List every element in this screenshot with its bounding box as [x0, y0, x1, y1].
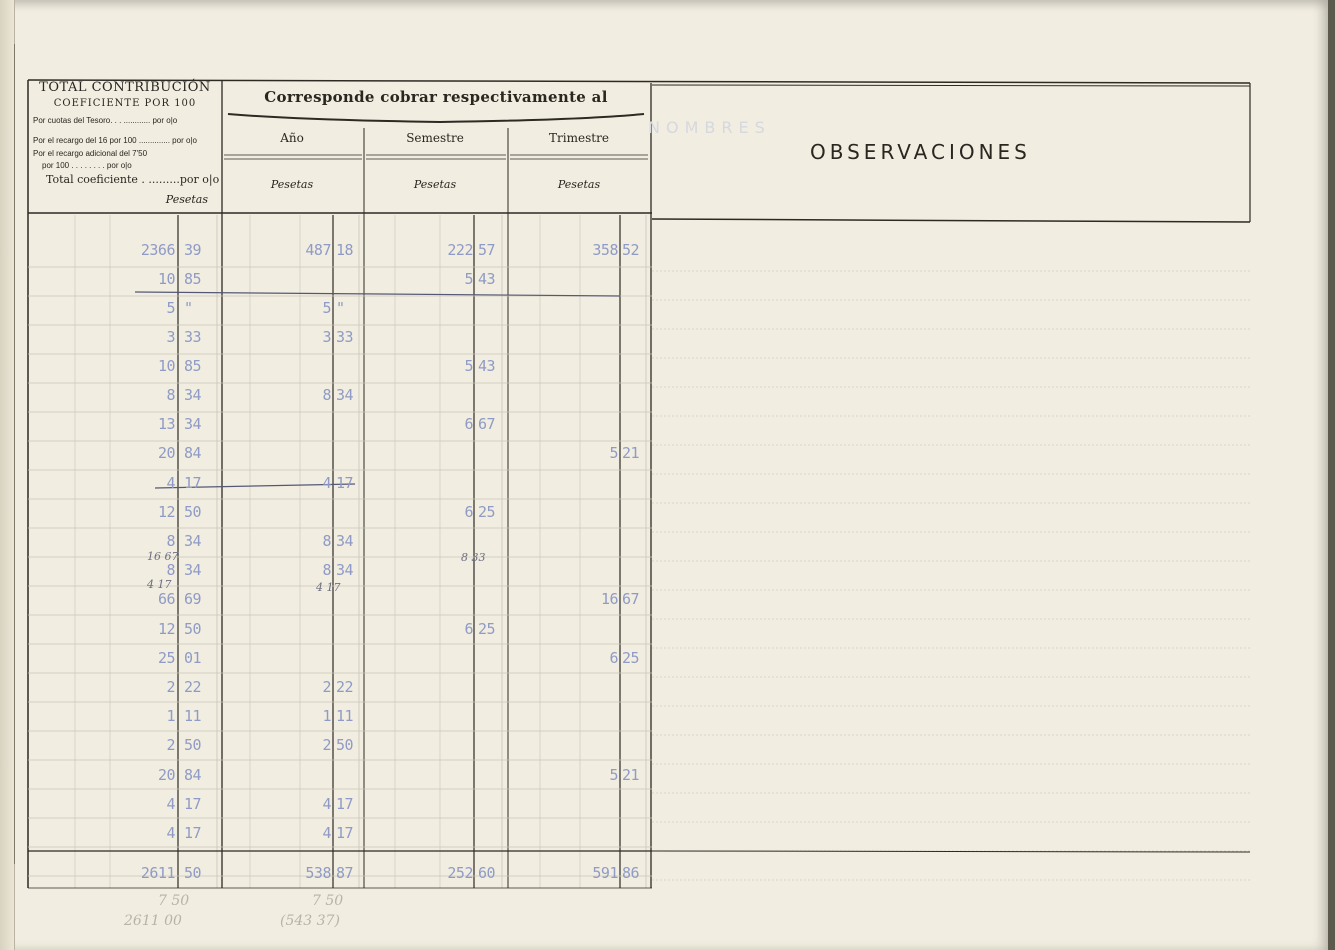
totals-total-centimos: 50 [184, 864, 202, 882]
semestre-pesetas-cell: 6 [464, 503, 473, 521]
total-centimos-cell: 11 [184, 707, 202, 725]
total-centimos-cell: 84 [184, 444, 202, 462]
total-pesetas-cell: 3 [166, 328, 175, 346]
total-pesetas-cell: 2366 [140, 241, 175, 259]
total-centimos-cell: 50 [184, 620, 202, 638]
ano-centimos-cell: " [336, 299, 345, 317]
total-centimos-cell: 01 [184, 649, 202, 667]
total-pesetas-label: Pesetas [165, 193, 208, 206]
semestre-pesetas-cell: 222 [447, 241, 473, 259]
total-pesetas-cell: 5 [166, 299, 175, 317]
total-centimos-cell: 85 [184, 357, 202, 375]
total-pesetas-cell: 1 [166, 707, 175, 725]
totals-ano-pesetas: 538 [305, 864, 331, 882]
total-pesetas-cell: 4 [166, 474, 175, 492]
trimestre-pesetas-cell: 5 [609, 444, 618, 462]
totals-total-pesetas: 2611 [140, 864, 175, 882]
handwritten-note: 4 17 [147, 578, 172, 591]
total-centimos-cell: 17 [184, 824, 202, 842]
ano-pesetas-cell: 4 [322, 824, 331, 842]
total-pesetas-cell: 20 [157, 766, 175, 784]
observaciones-heading: OBSERVACIONES [810, 140, 1031, 164]
show-through-text: NOMBRES [648, 118, 771, 137]
ano-pesetas-cell: 8 [322, 386, 331, 404]
strike-line [135, 292, 620, 296]
semestre-pesetas-cell: 5 [464, 270, 473, 288]
total-centimos-cell: 22 [184, 678, 202, 696]
total-centimos-cell: 84 [184, 766, 202, 784]
ano-pesetas-cell: 8 [322, 532, 331, 550]
total-centimos-cell: 69 [184, 590, 202, 608]
trimestre-centimos-cell: 21 [622, 766, 640, 784]
total-centimos-cell: 50 [184, 736, 202, 754]
trimestre-pesetas-cell: 6 [609, 649, 618, 667]
semestre-pesetas-cell: 6 [464, 620, 473, 638]
handwritten-note: 4 17 [316, 581, 341, 594]
trimestre-centimos-cell: 67 [622, 590, 640, 608]
total-centimos-cell: 39 [184, 241, 202, 259]
ano-pesetas-cell: 3 [322, 328, 331, 346]
totals-trimestre-pesetas: 591 [592, 864, 618, 882]
total-pesetas-cell: 8 [166, 532, 175, 550]
semestre-centimos-cell: 67 [478, 415, 496, 433]
total-contribucion-heading: TOTAL CONTRIBUCIÓN [39, 80, 211, 95]
pencil-note: 2611 00 [124, 913, 182, 929]
total-centimos-cell: 17 [184, 474, 202, 492]
coeficiente-heading: COEFICIENTE POR 100 [53, 98, 197, 109]
col-ano-heading: Año [280, 131, 304, 145]
totals-semestre-centimos: 60 [478, 864, 496, 882]
totals-trimestre-centimos: 86 [622, 864, 640, 882]
frame-top-rule [652, 85, 1250, 86]
ano-centimos-cell: 11 [336, 707, 354, 725]
trimestre-centimos-cell: 21 [622, 444, 640, 462]
line-recargo-adicional: Por el recargo adicional del 7'50 [33, 149, 148, 158]
ano-centimos-cell: 22 [336, 678, 354, 696]
total-centimos-cell: 34 [184, 561, 202, 579]
col-semestre-heading: Semestre [406, 131, 464, 145]
trimestre-centimos-cell: 25 [622, 649, 640, 667]
ano-centimos-cell: 34 [336, 532, 354, 550]
total-pesetas-cell: 13 [157, 415, 175, 433]
semestre-centimos-cell: 25 [478, 620, 496, 638]
total-pesetas-cell: 66 [157, 590, 175, 608]
col-trimestre-heading: Trimestre [549, 131, 609, 145]
total-pesetas-cell: 4 [166, 824, 175, 842]
semestre-pesetas-cell: 5 [464, 357, 473, 375]
total-pesetas-cell: 25 [157, 649, 175, 667]
totals-ano-centimos: 87 [336, 864, 354, 882]
line-cuotas-tesoro: Por cuotas del Tesoro. . . ............ por o|o [33, 116, 178, 125]
total-centimos-cell: 34 [184, 415, 202, 433]
total-pesetas-cell: 4 [166, 795, 175, 813]
total-pesetas-cell: 12 [157, 503, 175, 521]
semestre-centimos-cell: 25 [478, 503, 496, 521]
total-centimos-cell: 85 [184, 270, 202, 288]
ano-pesetas-cell: 4 [322, 795, 331, 813]
pencil-note: (543 37) [280, 913, 340, 929]
ano-centimos-cell: 17 [336, 474, 354, 492]
ano-centimos-cell: 33 [336, 328, 354, 346]
trimestre-pesetas-label: Pesetas [557, 178, 601, 191]
ano-centimos-cell: 18 [336, 241, 354, 259]
semestre-centimos-cell: 57 [478, 241, 496, 259]
ano-pesetas-cell: 8 [322, 561, 331, 579]
pencil-note: 7 50 [158, 893, 190, 909]
total-pesetas-cell: 8 [166, 386, 175, 404]
ano-pesetas-cell: 2 [322, 678, 331, 696]
handwritten-note: 16 67 [147, 550, 179, 563]
total-centimos-cell: 17 [184, 795, 202, 813]
trimestre-centimos-cell: 52 [622, 241, 640, 259]
corresponde-heading: Corresponde cobrar respectivamente al [264, 88, 608, 106]
total-pesetas-cell: 2 [166, 678, 175, 696]
total-pesetas-cell: 12 [157, 620, 175, 638]
semestre-pesetas-label: Pesetas [413, 178, 457, 191]
total-centimos-cell: 34 [184, 386, 202, 404]
total-pesetas-cell: 8 [166, 561, 175, 579]
line-por-100: por 100 . . . . . . . . por o|o [42, 161, 132, 170]
ano-centimos-cell: 34 [336, 561, 354, 579]
heading-swash [228, 114, 644, 122]
handwritten-note: 8 33 [461, 551, 486, 564]
total-centimos-cell: " [184, 299, 193, 317]
ano-centimos-cell: 17 [336, 795, 354, 813]
ano-pesetas-cell: 487 [305, 241, 331, 259]
ano-pesetas-cell: 2 [322, 736, 331, 754]
trimestre-pesetas-cell: 5 [609, 766, 618, 784]
line-recargo-16: Por el recargo del 16 por 100 .............. por o|o [33, 136, 197, 145]
ano-centimos-cell: 34 [336, 386, 354, 404]
total-pesetas-cell: 10 [157, 270, 175, 288]
total-centimos-cell: 33 [184, 328, 202, 346]
total-pesetas-cell: 2 [166, 736, 175, 754]
totals-semestre-pesetas: 252 [447, 864, 473, 882]
total-centimos-cell: 50 [184, 503, 202, 521]
trimestre-pesetas-cell: 16 [600, 590, 618, 608]
ano-centimos-cell: 17 [336, 824, 354, 842]
ano-pesetas-cell: 1 [322, 707, 331, 725]
total-pesetas-cell: 20 [157, 444, 175, 462]
total-centimos-cell: 34 [184, 532, 202, 550]
ano-pesetas-cell: 5 [322, 299, 331, 317]
ano-centimos-cell: 50 [336, 736, 354, 754]
total-pesetas-cell: 10 [157, 357, 175, 375]
ano-pesetas-label: Pesetas [270, 178, 314, 191]
total-coeficiente-label: Total coeficiente . .........por o|o [46, 173, 220, 186]
pencil-note: 7 50 [312, 893, 344, 909]
ano-pesetas-cell: 4 [322, 474, 331, 492]
semestre-centimos-cell: 43 [478, 270, 496, 288]
semestre-centimos-cell: 43 [478, 357, 496, 375]
header-bottom-rule [652, 219, 1250, 222]
trimestre-pesetas-cell: 358 [592, 241, 618, 259]
semestre-pesetas-cell: 6 [464, 415, 473, 433]
